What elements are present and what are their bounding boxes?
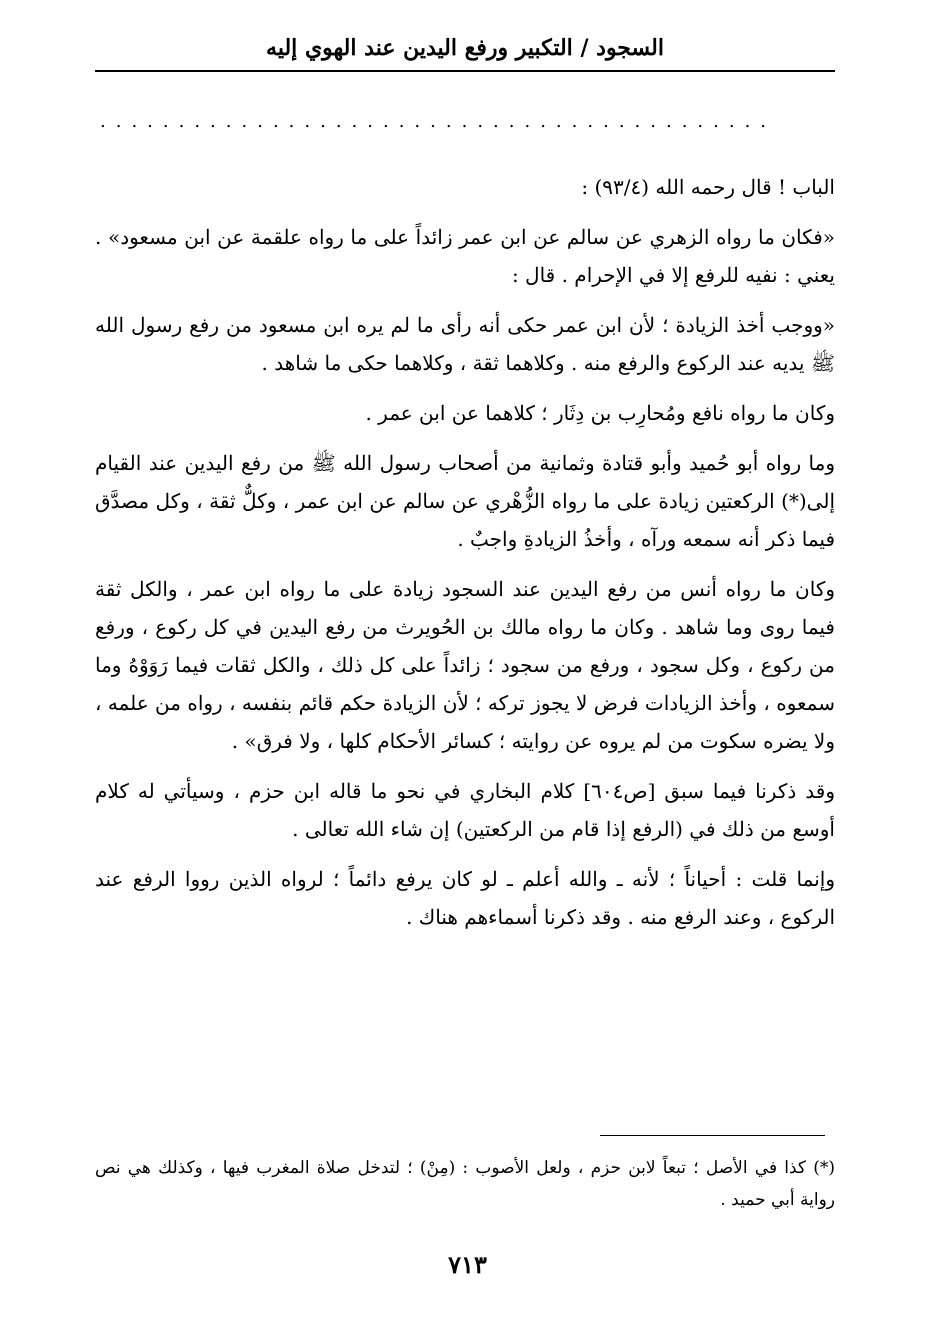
paragraph-quote-zuhri: «فكان ما رواه الزهري عن سالم عن ابن عمر زائداً على ما رواه علقمة عن ابن مسعود» . يعني : نفيه للرفع إلا في الإحرام . قال : bbox=[95, 225, 835, 287]
running-header: السجود / التكبير ورفع اليدين عند الهوي إليه bbox=[266, 35, 664, 61]
main-text bbox=[95, 168, 835, 948]
footnote-text: (*) كذا في الأصل ؛ تبعاً لابن حزم ، ولعل الأصوب : (مِنْ) ؛ لتدخل صلاة المغرب فيها ، وكذلك هي نص رواية أبي حميد . bbox=[95, 1158, 835, 1210]
paragraph-chapter-intro: الباب ! قال رحمه الله (٩٣/٤) : bbox=[581, 175, 835, 199]
dotted-separator: ........................................... bbox=[100, 112, 777, 132]
paragraph-abu-humaid: وما رواه أبو حُميد وأبو قتادة وثمانية من أصحاب رسول الله ﷺ من رفع اليدين عند القيام إلى(*) الركعتين زيادة على ما رواه الزُّهْري عن سالم عن ابن عمر ، وكلٌّ ثقة ، وكل مصدَّق فيما ذكر أنه سمعه ورآه ، وأخذُ الزيادةِ واجبٌ . bbox=[95, 451, 835, 551]
footnote-rule bbox=[600, 1135, 825, 1136]
paragraph-anas: وكان ما رواه أنس من رفع اليدين عند السجود زيادة على ما رواه ابن عمر ، والكل ثقة فيما روى وما شاهد . وكان ما رواه مالك بن الحُويرث من رفع اليدين في كل ركوع ، ورفع من ركوع ، وكل سجود ، ورفع من سجود ؛ زائداً على كل ذلك ، والكل ثقات فيما رَوَوْهُ وما سمعوه ، وأخذ الزيادات فرض لا يجوز تركه ؛ لأن الزيادة حكم قائم بنفسه ، رواه من علمه ، ولا يضره سكوت من لم يروه عن روايته ؛ كسائر الأحكام كلها ، ولا فرق» . bbox=[95, 577, 835, 753]
footnote bbox=[95, 1152, 835, 1216]
page-number: ٧١٣ bbox=[448, 1250, 487, 1279]
header-rule bbox=[95, 70, 835, 72]
paragraph-quote-ziyada: «ووجب أخذ الزيادة ؛ لأن ابن عمر حكى أنه رأى ما لم يره ابن مسعود من رفع رسول الله ﷺ يديه عند الركوع والرفع منه . وكلاهما ثقة ، وكلاهما حكى ما شاهد . bbox=[95, 313, 835, 375]
paragraph-bukhari: وقد ذكرنا فيما سبق [ص٦٠٤] كلام البخاري في نحو ما قاله ابن حزم ، وسيأتي له كلام أوسع من ذلك في (الرفع إذا قام من الركعتين) إن شاء الله تعالى . bbox=[95, 779, 835, 841]
paragraph-nafi: وكان ما رواه نافع ومُحارِب بن دِثَار ؛ كلاهما عن ابن عمر . bbox=[365, 401, 835, 425]
paragraph-ahyanan: وإنما قلت : أحياناً ؛ لأنه ـ والله أعلم ـ لو كان يرفع دائماً ؛ لرواه الذين رووا الرفع عند الركوع ، وعند الرفع منه . وقد ذكرنا أسماءهم هناك . bbox=[95, 867, 835, 929]
